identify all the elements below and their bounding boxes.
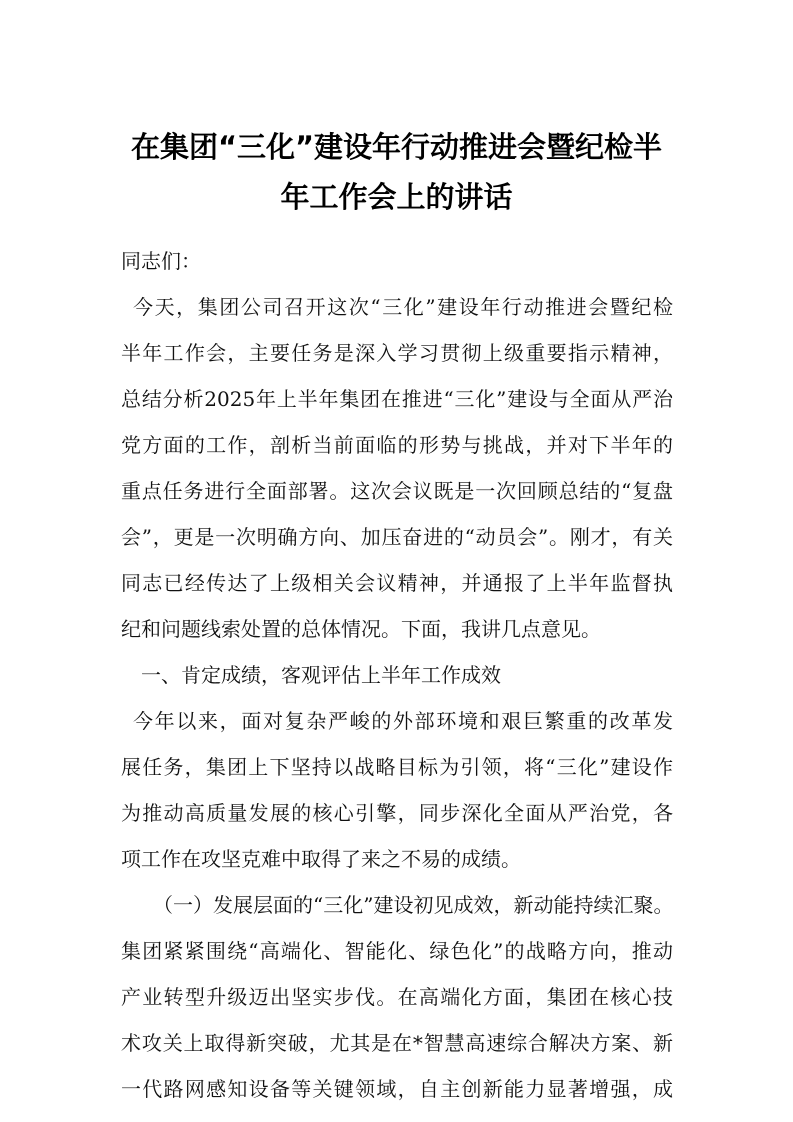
paragraph-3-line-5: 一代路网感知设备等关键领域，自主创新能力显著增强，成 bbox=[121, 1077, 673, 1101]
paragraph-2-line-2: 展任务，集团上下坚持以战略目标为引领，将“三化”建设作 bbox=[121, 755, 673, 779]
paragraph-3-line-1: （一）发展层面的“三化”建设初见成效，新动能持续汇聚。 bbox=[153, 893, 674, 917]
paragraph-3-line-2: 集团紧紧围绕“高端化、智能化、绿色化”的战略方向，推动 bbox=[121, 939, 673, 963]
paragraph-1-line-4: 党方面的工作，剖析当前面临的形势与挑战，并对下半年的 bbox=[121, 433, 673, 457]
paragraph-3-line-3: 产业转型升级迈出坚实步伐。在高端化方面，集团在核心技 bbox=[121, 985, 673, 1009]
document-title bbox=[100, 122, 693, 222]
paragraph-1-line-3: 总结分析2025年上半年集团在推进“三化”建设与全面从严治 bbox=[121, 387, 673, 411]
paragraph-2-line-1: 今年以来，面对复杂严峻的外部环境和艰巨繁重的改革发 bbox=[133, 709, 673, 733]
title-line-2: 年工作会上的讲话 bbox=[280, 180, 513, 214]
paragraph-1-line-7: 同志已经传达了上级相关会议精神，并通报了上半年监督执 bbox=[121, 571, 673, 595]
paragraph-2-line-4: 项工作在攻坚克难中取得了来之不易的成绩。 bbox=[121, 847, 521, 871]
section-heading-1: 一、肯定成绩，客观评估上半年工作成效 bbox=[141, 663, 501, 687]
paragraph-1-line-5: 重点任务进行全面部署。这次会议既是一次回顾总结的“复盘 bbox=[121, 479, 673, 503]
paragraph-1-line-2: 半年工作会，主要任务是深入学习贯彻上级重要指示精神， bbox=[121, 341, 673, 365]
paragraph-1-line-1: 今天，集团公司召开这次“三化”建设年行动推进会暨纪检 bbox=[133, 295, 673, 319]
paragraph-3-line-4: 术攻关上取得新突破，尤其是在*智慧高速综合解决方案、新 bbox=[121, 1031, 673, 1055]
paragraph-1-line-6: 会”，更是一次明确方向、加压奋进的“动员会”。刚才，有关 bbox=[121, 525, 673, 549]
title-line-1: 在集团“三化”建设年行动推进会暨纪检半 bbox=[130, 130, 663, 164]
paragraph-1-line-8: 纪和问题线索处置的总体情况。下面，我讲几点意见。 bbox=[121, 617, 601, 641]
salutation: 同志们： bbox=[121, 249, 201, 273]
paragraph-2-line-3: 为推动高质量发展的核心引擎，同步深化全面从严治党，各 bbox=[121, 801, 673, 825]
document-body bbox=[121, 238, 673, 1112]
